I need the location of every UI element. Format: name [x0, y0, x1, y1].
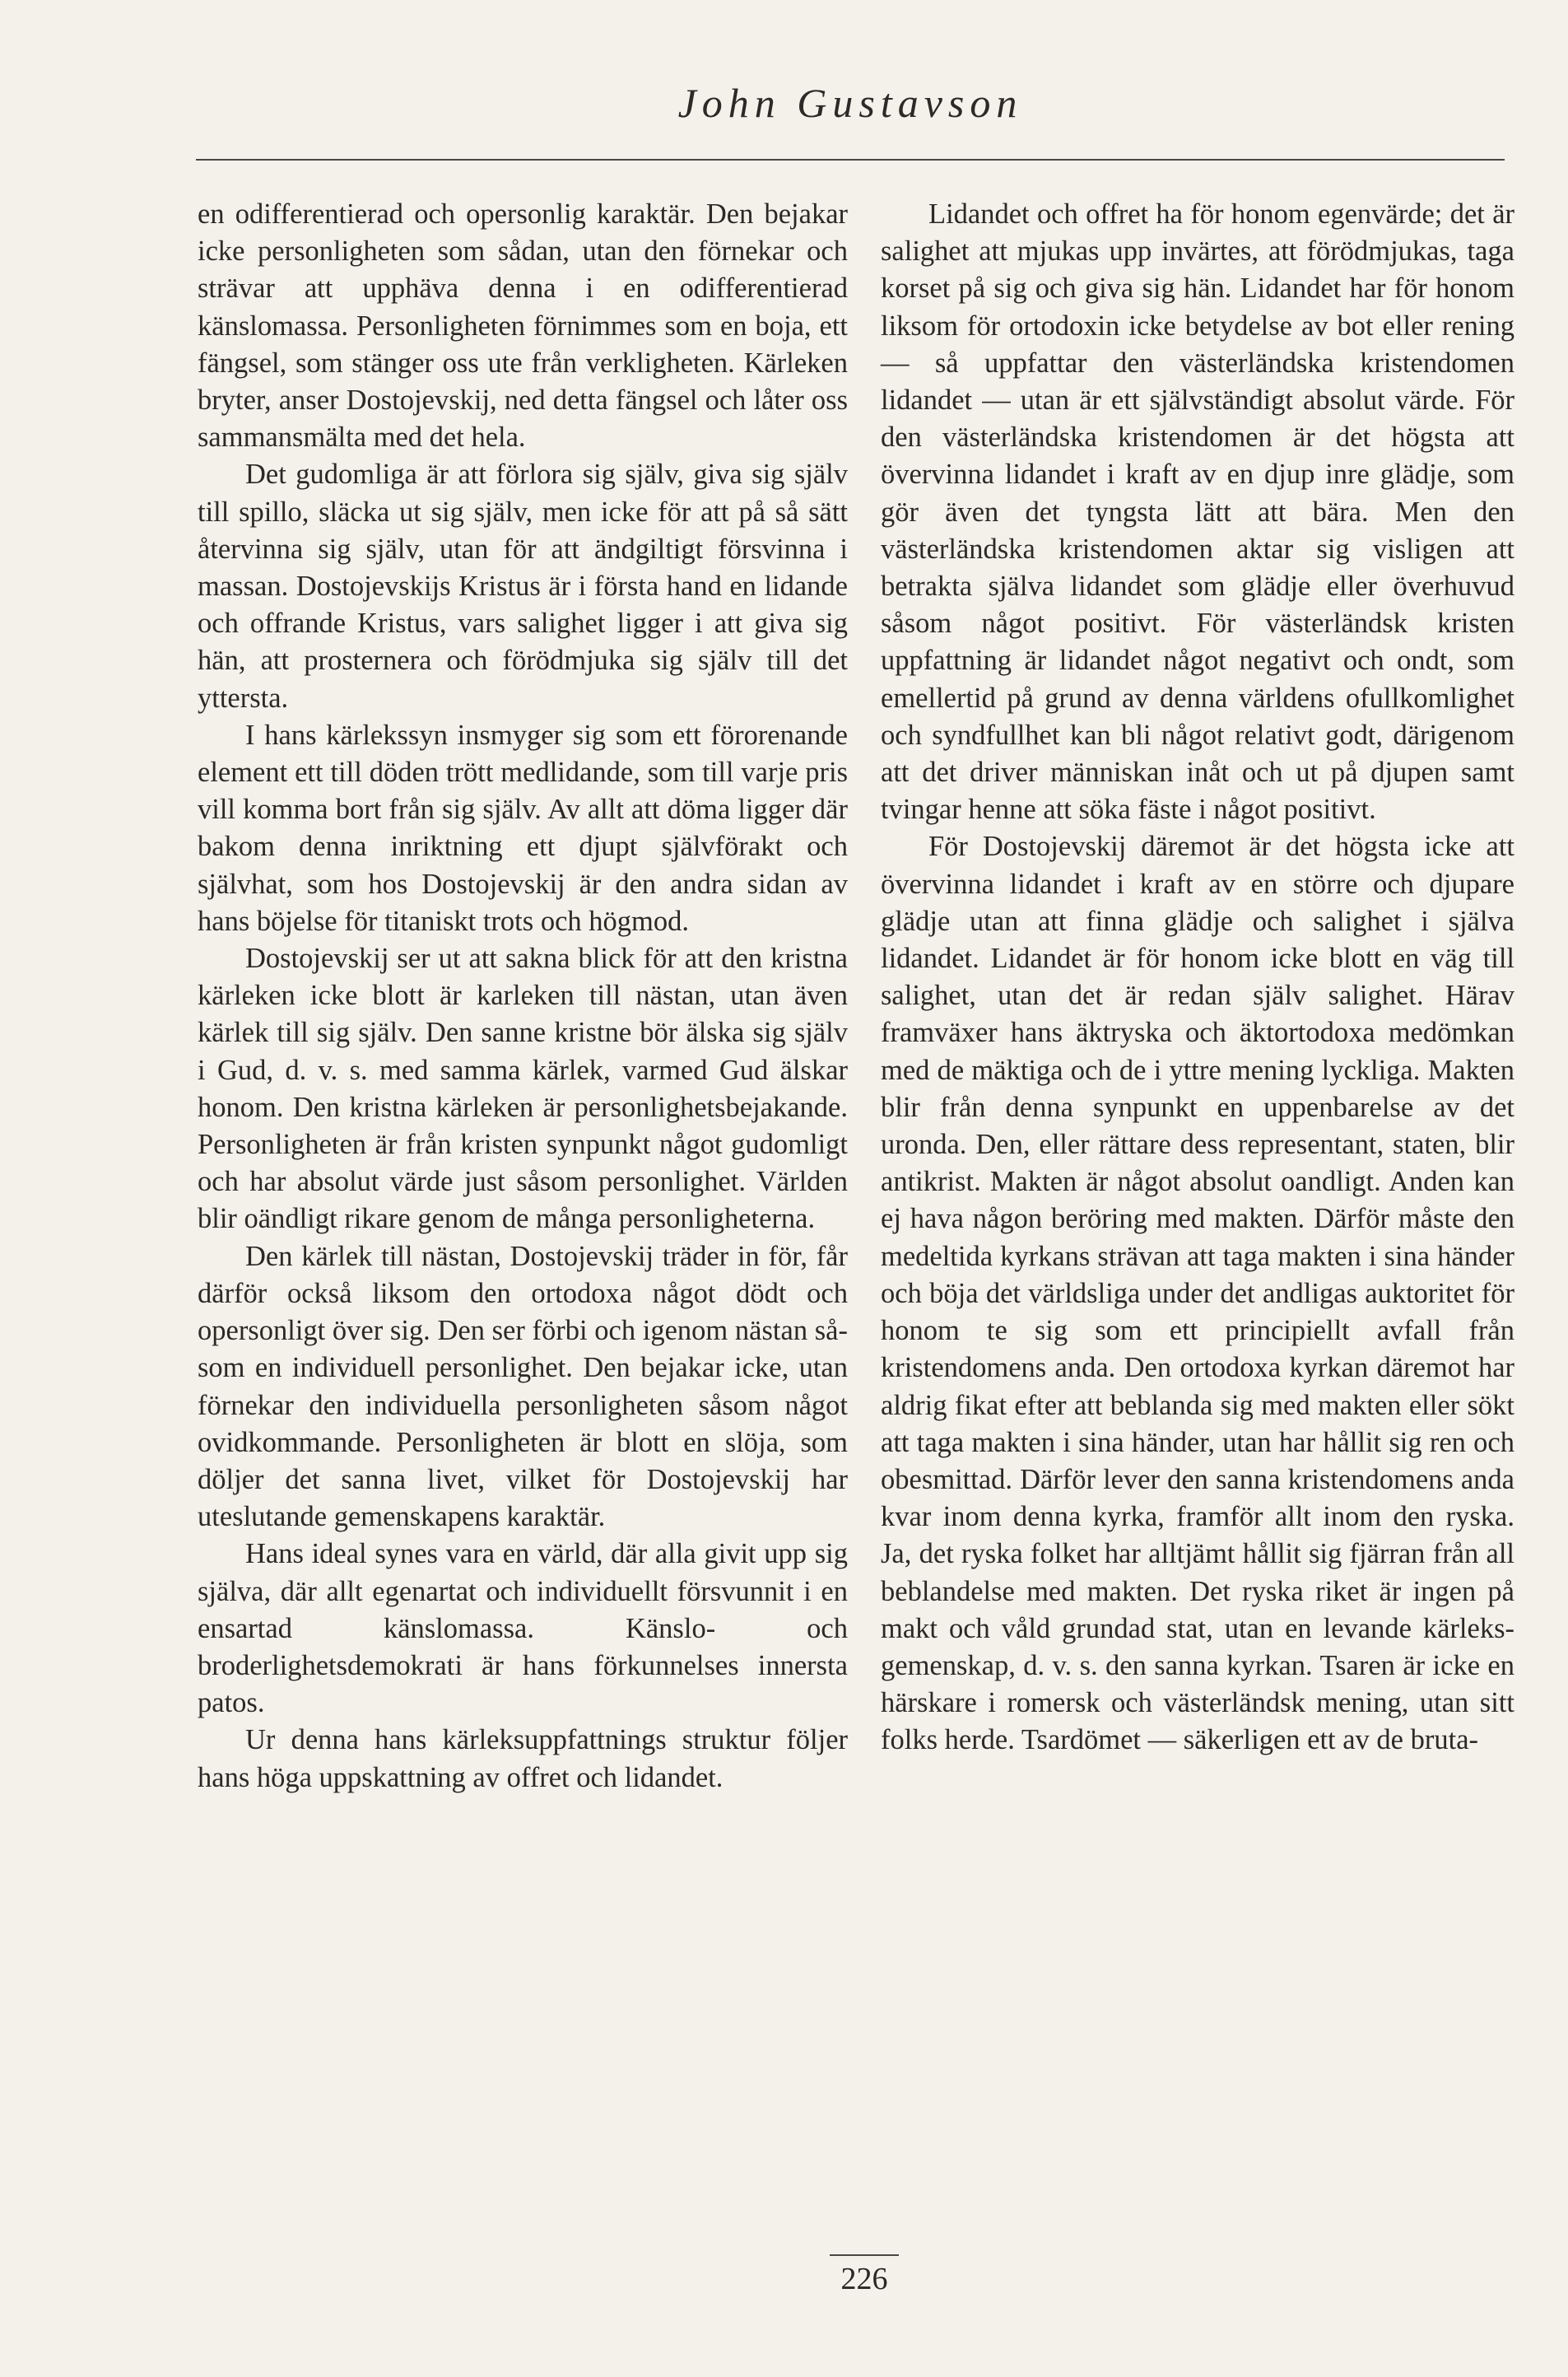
paragraph: För Dostojevskij däremot är det högsta icke att övervinna lidandet i kraft av en större och djupare glädje utan att finna glädje och salighet i själva lidandet. Lidandet är för honom icke blott en väg till salighet, utan det är redan själv salighet. Härav framväxer hans äktryska och äktortodoxa medömkan med de mäktiga och de i yttre mening lyckliga. Makten blir från denna synpunkt en uppenbarelse av det uronda. Den, eller rättare dess representant, staten, blir antikrist. Makten är något absolut oandligt. Anden kan ej hava någon beröring med makten. Därför måste den medeltida kyrkans strävan att taga makten i sina händer och böja det världsliga under det andligas auktoritet för honom te sig som ett principiellt avfall från kristendomens anda. Den ortodoxa kyrkan däremot har aldrig fikat efter att beblanda sig med makten eller sökt att taga makten i sina händer, utan har hållit sig ren och obesmittad. Därför lever den sanna kristendomens anda kvar inom denna kyrka, framför allt inom den ryska. Ja, det ryska folket har alltjämt hållit sig fjärran från all beblandelse med makten. Det ryska riket är ingen på makt och våld grundad stat, utan en levande kärleksgemenskap, d. v. s. den sanna kyrkan. Tsaren är icke en härskare i romersk och västerländsk mening, utan sitt folks herde. Tsardömet — säkerligen ett av de bruta- — [881, 831, 1514, 1756]
page-number-rule — [830, 2254, 899, 2256]
paragraph: Dostojevskij ser ut att sakna blick för att den kristna kärleken icke blott är karleken till nästan, utan även kärlek till sig själv. Den sanne kristne bör älska sig själv i Gud, d. v. s. med samma kärlek, varmed Gud älskar honom. Den kristna kärleken är personlighetsbejakande. Personligheten är från kristen synpunkt något gudomligt och har absolut värde just såsom personlighet. Världen blir oändligt rikare genom de många personligheterna. — [198, 943, 848, 1235]
paragraph: I hans kärlekssyn insmyger sig som ett förorenande element ett till döden trött medlidande, som till varje pris vill komma bort från sig själv. Av allt att döma ligger där bakom denna inriktning ett djupt självförakt och självhat, som hos Dostojevskij är den andra sidan av hans böjelse för titaniskt trots och högmod. — [198, 719, 848, 937]
paragraph: Det gudomliga är att förlora sig själv, giva sig själv till spillo, släcka ut sig själv, men icke för att på så sätt återvinna sig själv, utan för att ändgiltigt försvinna i massan. Dostojevskijs Kristus är i första hand en lidande och offrande Kristus, vars salighet ligger i att giva sig hän, att prosternera och förödmjuka sig själv till det yttersta. — [198, 459, 848, 714]
page-number: 226 — [840, 2262, 888, 2296]
paragraph: Lidandet och offret ha för honom egenvärde; det är salighet att mjukas upp invärtes, att förödmjukas, taga korset på sig och giva sig hän. Lidandet har för honom liksom för ortodoxin icke betydelse av bot eller rening — så uppfattar den västerländska kristendomen lidandet — utan är ett självständigt absolut värde. För den västerländska kristendomen är det högsta att övervinna lidandet i kraft av en djup inre glädje, som gör även det tyngsta lätt att bära. Men den västerländska kristendomen aktar sig visligen att betrakta själva lidandet som glädje eller överhuvud såsom något positivt. För västerländsk kristen uppfattning är lidandet något negativt och ondt, som emellertid på grund av denna världens ofullkomlighet och syndfullhet kan bli något relativt godt, därigenom att det driver människan inåt och ut på djupen samt tvingar henne att söka fäste i något positivt. — [881, 198, 1514, 826]
left-column — [198, 196, 848, 1797]
paragraph: en odifferentierad och opersonlig karaktär. Den bejakar icke personligheten som sådan, utan den förnekar och strävar att upphäva denna i en odifferentierad känslomassa. Personligheten förnimmes som en boja, ett fängsel, som stänger oss ute från verkligheten. Kärleken bryter, anser Dostojevskij, ned detta fängsel och låter oss sammansmälta med det hela. — [198, 198, 848, 454]
header-rule — [196, 159, 1505, 161]
running-head: John Gustavson — [677, 80, 1023, 126]
paragraph: Den kärlek till nästan, Dostojevskij träder in för, får därför också liksom den ortodoxa något dödt och opersonligt över sig. Den ser förbi och igenom nästan såsom en individuell personlighet. Den bejakar icke, utan förnekar den individuella personligheten såsom något ovidkommande. Personligheten är blott en slöja, som döljer det sanna livet, vilket för Dostojevskij har uteslutande gemenskapens karaktär. — [198, 1240, 848, 1533]
paragraph: Hans ideal synes vara en värld, där alla givit upp sig själva, där allt egenartat och individuellt försvunnit i en ensartad känslomassa. Känslo- och broderlighetsdemokrati är hans förkunnelses innersta patos. — [198, 1538, 848, 1719]
right-column — [881, 196, 1514, 1759]
paragraph: Ur denna hans kärleksuppfattnings struktur följer hans höga uppskattning av offret och lidandet. — [198, 1724, 848, 1793]
